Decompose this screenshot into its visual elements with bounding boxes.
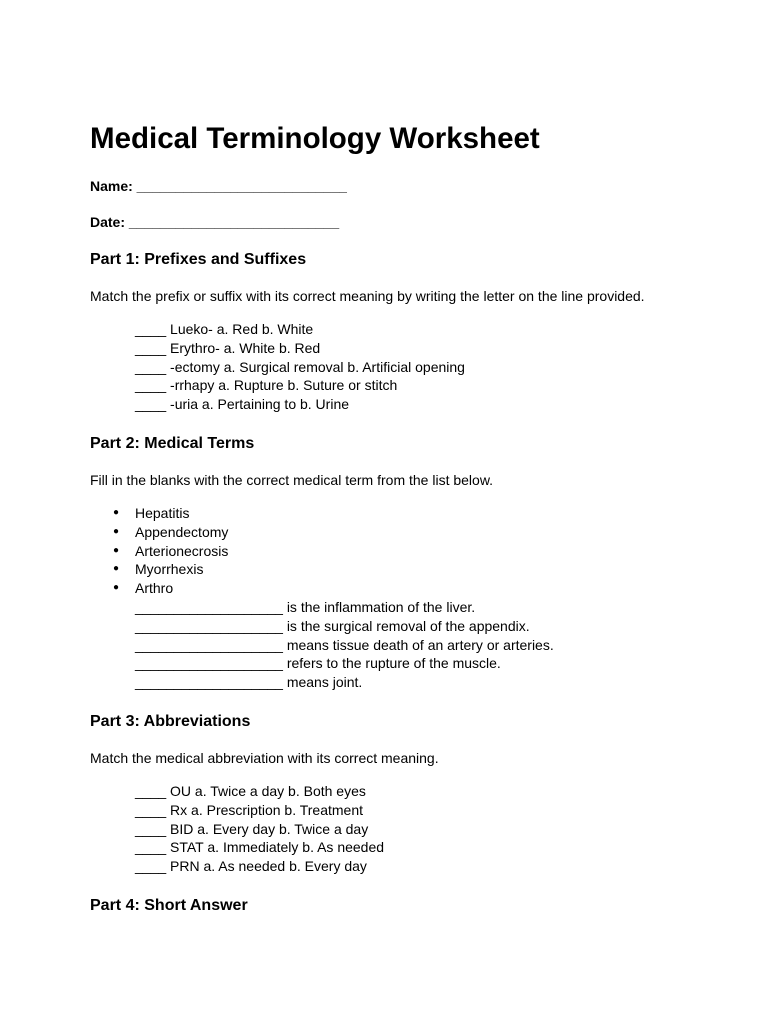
item-text: ____ Lueko- a. Red b. White	[135, 321, 314, 337]
item-text: ____ PRN a. As needed b. Every day	[135, 858, 367, 875]
item-text: ____ -ectomy a. Surgical removal b. Artificial opening	[135, 358, 465, 375]
name-field: Name: ___________________________	[90, 178, 347, 194]
term-text: Arthro	[135, 580, 174, 597]
part1-instructions: Match the prefix or suffix with its correct meaning by writing the letter on the line provided.	[90, 288, 645, 304]
item-text: ____ STAT a. Immediately b. As needed	[135, 839, 385, 856]
bullet-icon: ●	[113, 507, 120, 518]
part3-instructions: Match the medical abbreviation with its correct meaning.	[90, 750, 439, 766]
item-text: ___________________ means joint.	[135, 674, 363, 691]
bullet-icon: ●	[113, 544, 120, 556]
item-text: ____ -uria a. Pertaining to b. Urine	[135, 396, 350, 413]
part3-heading: Part 3: Abbreviations	[90, 713, 251, 730]
item-text: ____ Erythro- a. White b. Red	[135, 339, 321, 356]
term-text: Hepatitis	[135, 505, 190, 521]
part2-heading: Part 2: Medical Terms	[90, 435, 255, 452]
item-text: ____ -rrhapy a. Rupture b. Suture or stitch	[135, 377, 398, 394]
bullet-icon: ●	[113, 563, 120, 575]
date-field: Date: ___________________________	[90, 214, 340, 230]
bullet-icon: ●	[113, 582, 120, 594]
part4-heading: Part 4: Short Answer	[90, 897, 248, 914]
item-text: ___________________ is the inflammation of the liver.	[135, 598, 476, 615]
term-text: Arterionecrosis	[135, 542, 229, 559]
item-text: ____ OU a. Twice a day b. Both eyes	[135, 783, 366, 799]
bullet-icon: ●	[113, 525, 120, 537]
term-text: Myorrhexis	[135, 561, 204, 578]
item-text: ____ BID a. Every day b. Twice a day	[135, 820, 369, 837]
item-text: ___________________ is the surgical removal of the appendix.	[135, 617, 530, 634]
page-title: Medical Terminology Worksheet	[90, 122, 540, 155]
item-text: ___________________ means tissue death of an artery or arteries.	[135, 636, 554, 653]
item-text: ___________________ refers to the rupture of the muscle.	[135, 655, 501, 672]
item-text: ____ Rx a. Prescription b. Treatment	[135, 801, 363, 818]
part1-heading: Part 1: Prefixes and Suffixes	[90, 251, 307, 268]
term-text: Appendectomy	[135, 523, 229, 540]
part2-instructions: Fill in the blanks with the correct medical term from the list below.	[90, 472, 494, 488]
